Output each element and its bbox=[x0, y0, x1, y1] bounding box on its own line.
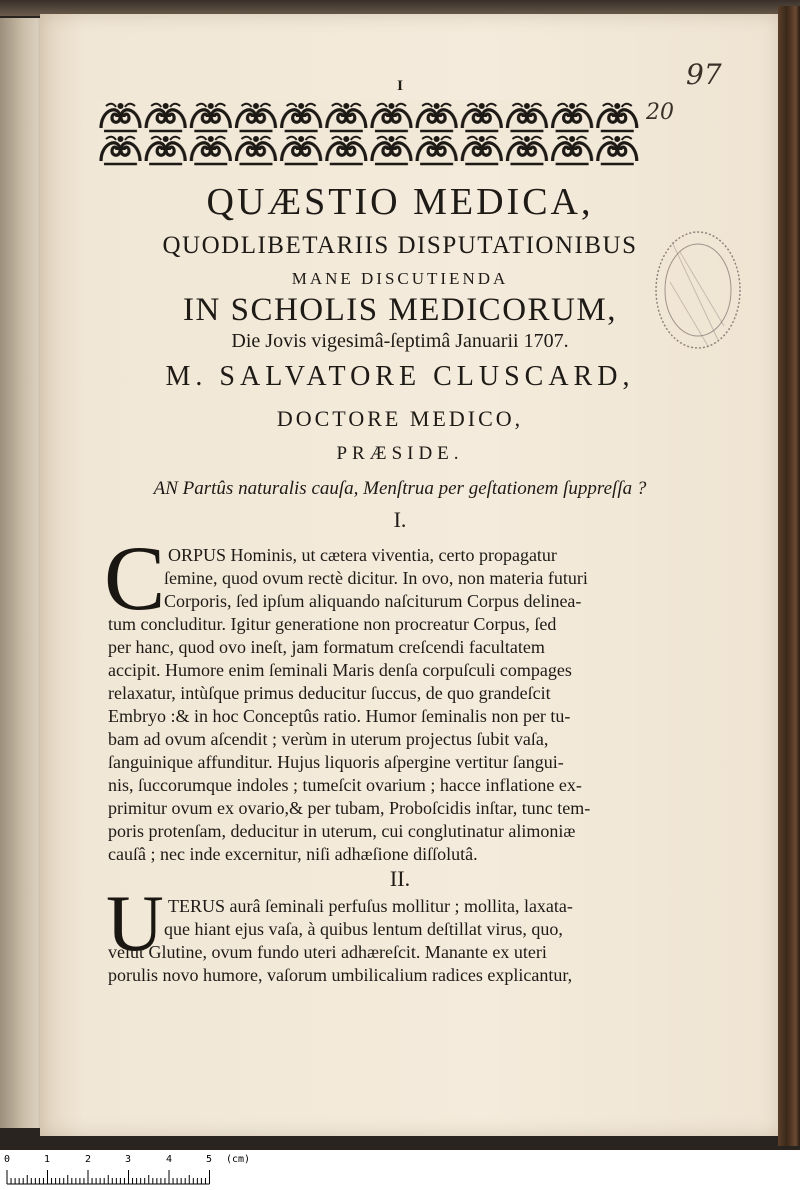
ruler-label: 0 bbox=[4, 1154, 11, 1165]
ruler-label: 1 bbox=[44, 1154, 51, 1165]
section-numeral: I. bbox=[393, 507, 407, 532]
ruler-label: 3 bbox=[125, 1154, 132, 1165]
body-line: Embryo :& in hoc Conceptûs ratio. Humor ſeminalis non per tu- bbox=[108, 706, 571, 726]
subtitle-line: IN SCHOLIS MEDICORUM, bbox=[183, 292, 617, 328]
handwritten-note: 20 bbox=[646, 100, 674, 125]
subtitle-line: MANE DISCUTIENDA bbox=[291, 269, 509, 288]
drop-cap: U bbox=[106, 880, 164, 968]
ruler-label: 5 bbox=[206, 1154, 213, 1165]
folio-number: I bbox=[397, 78, 403, 94]
body-line: bam ad ovum aſcendit ; verùm in uterum projectus ſubit vaſa, bbox=[108, 729, 549, 749]
president-title: DOCTORE MEDICO, bbox=[276, 406, 524, 431]
ruler-ticks bbox=[0, 1168, 800, 1186]
section-numeral: II. bbox=[389, 866, 411, 891]
body-line: ſanguinique affunditur. Hujus liquoris aſpergine vertitur ſangui- bbox=[108, 752, 564, 772]
body-line: accipit. Humore enim ſeminali Maris denſa corpuſculi compages bbox=[108, 660, 572, 680]
body-line: cauſâ ; nec inde excernitur, niſi adhæſione diſſolutâ. bbox=[108, 844, 478, 864]
body-line: poris protenſam, deducitur in uterum, cui conglutinatur alimoniæ bbox=[108, 821, 576, 841]
ruler-label: 4 bbox=[166, 1154, 173, 1165]
body-line: ſemine, quod ovum rectè dicitur. In ovo, non materia futuri bbox=[164, 568, 588, 588]
body-line: TERUS aurâ ſeminali perfuſus mollitur ; mollita, laxata- bbox=[168, 896, 573, 916]
body-line: nis, ſuccorumque indoles ; tumeſcit ovarium ; hacce inflatione ex- bbox=[108, 775, 582, 795]
subtitle-line: QUODLIBETARIIS DISPUTATIONIBUS bbox=[162, 232, 638, 259]
body-line: per hanc, quod ovo ineſt, jam formatum creſcendi facultatem bbox=[108, 637, 545, 657]
drop-cap: C bbox=[104, 527, 166, 629]
body-line: velut Glutine, ovum fundo uteri adhæreſcit. Manante ex uteri bbox=[108, 942, 547, 962]
thesis-question: AN Partûs naturalis cauſa, Menſtrua per geſtationem ſuppreſſa ? bbox=[153, 478, 647, 499]
title: QUÆSTIO MEDICA, bbox=[206, 181, 594, 223]
body-line: primitur ovum ex ovario,& per tubam, Proboſcidis inſtar, tunc tem- bbox=[108, 798, 591, 818]
body-line: ORPUS Hominis, ut cætera viventia, certo propagatur bbox=[168, 545, 557, 565]
handwritten-page-number: 97 bbox=[686, 58, 722, 91]
body-line: que hiant ejus vaſa, à quibus lentum deſtillat virus, quo, bbox=[164, 919, 563, 939]
praeside-label: PRÆSIDE. bbox=[336, 443, 464, 464]
book-binding-edge bbox=[778, 6, 800, 1146]
president-name: M. SALVATORE CLUSCARD, bbox=[165, 361, 635, 392]
body-line: Corporis, ſed ipſum aliquando naſciturum Corpus delinea- bbox=[164, 591, 582, 611]
body-line: porulis novo humore, vaſorum umbilicalium radices explicantur, bbox=[108, 965, 573, 985]
body-line: tum concluditur. Igitur generatione non procreatur Corpus, ſed bbox=[108, 614, 557, 634]
ornament-band bbox=[98, 100, 640, 166]
ruler-unit: (cm) bbox=[226, 1154, 251, 1165]
body-line: relaxatur, intùſque primus deducitur ſuccus, de quo grandeſcit bbox=[108, 683, 551, 703]
ruler-label: 2 bbox=[85, 1154, 92, 1165]
date-line: Die Jovis vigesimâ-ſeptimâ Januarii 1707. bbox=[231, 330, 569, 352]
